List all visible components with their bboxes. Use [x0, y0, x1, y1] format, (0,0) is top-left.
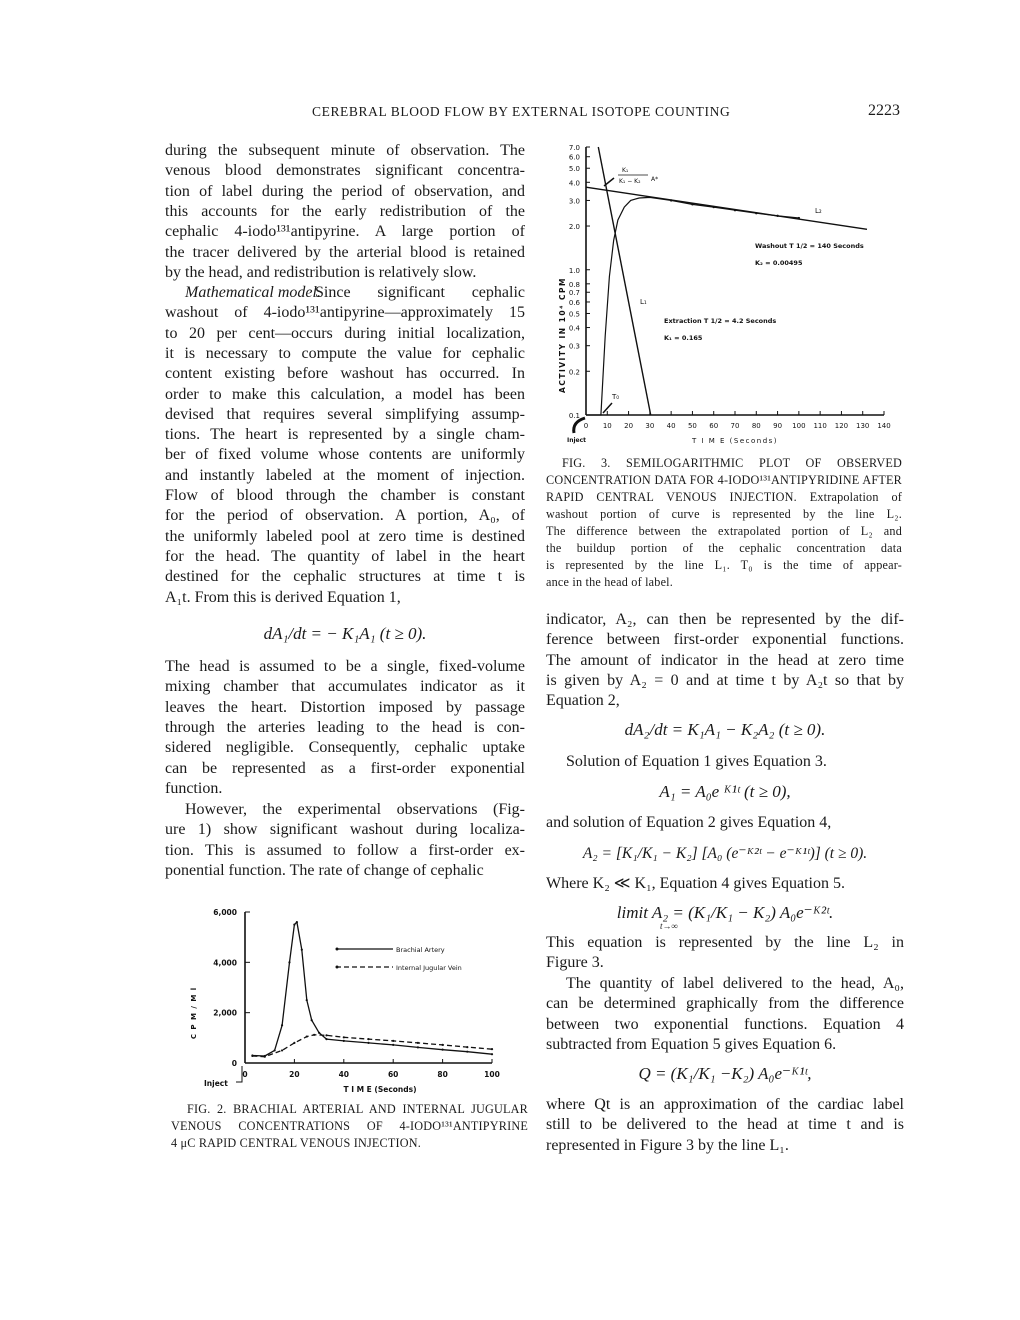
fig2-data-point	[293, 1042, 295, 1044]
y-tick-label: 1.0	[568, 266, 580, 275]
y-tick-label: 0.5	[568, 310, 580, 319]
paragraph-line: subtracted from Equation 5 gives Equation 6.	[546, 1035, 837, 1053]
fig2-data-point	[306, 999, 308, 1001]
paragraph-line: ber of fixed volume whose contents are uniformly	[165, 446, 525, 464]
equation-6: Q = (K₁/K₁ −K₂) A₀e⁻ᴷ¹ᵗ,	[638, 1064, 812, 1083]
fig2-x-axis-label: T I M E (Seconds)	[343, 1085, 417, 1094]
fig2-data-point	[392, 1044, 394, 1046]
data-point	[776, 215, 778, 217]
paragraph-line: cephalic 4-iodo¹³¹antipyrine. A large portion of	[165, 223, 525, 241]
paragraph-line: venous blood demonstrates significant concentra-	[165, 162, 525, 180]
fig2-x-tick-label: 40	[338, 1070, 350, 1079]
paragraph-line: mixing chamber that accumulates indicator as it	[165, 678, 525, 696]
fig2-legend-label: Internal Jugular Vein	[396, 964, 462, 972]
fig2-data-point	[325, 1038, 327, 1040]
x-tick-label: 30	[645, 422, 655, 430]
fig2-data-point	[367, 1038, 369, 1040]
series-line-l2	[586, 187, 867, 229]
fig2-data-point	[293, 923, 295, 925]
x-tick-label: 20	[624, 422, 634, 430]
paragraph-line: The head is assumed to be a single, fixed-volume	[165, 658, 525, 675]
figure-2-caption-line: VENOUS CONCENTRATIONS OF 4-IODO¹³¹ANTIPYRINE	[171, 1119, 528, 1133]
annotation-t0: T₀	[612, 393, 620, 401]
x-tick-label: 10	[602, 422, 612, 430]
fig2-data-point	[264, 1056, 266, 1058]
fig2-data-point	[325, 1034, 327, 1036]
fig2-x-tick-label: 80	[437, 1070, 448, 1079]
paragraph-line: it is necessary to compute the value for cephalic	[165, 344, 525, 362]
fig2-series-brachial-artery	[252, 922, 492, 1056]
fig2-data-point	[343, 1040, 345, 1042]
paragraph-line: The amount of indicator in the head at zero time	[546, 651, 904, 669]
fig2-inject-marker	[236, 1066, 242, 1082]
figure-3-caption-line: The difference between the extrapolated portion of L₂ and	[546, 524, 902, 538]
figure-3-caption-line: RAPID CENTRAL VENOUS INJECTION. Extrapolation of	[546, 490, 902, 504]
fig2-data-point	[466, 1051, 468, 1053]
fig2-data-point	[367, 1042, 369, 1044]
y-tick-label: 5.0	[568, 165, 580, 174]
label-l1: L₁	[640, 298, 647, 306]
annotation-k1-minus-k2: K₁ − K₂	[619, 178, 641, 185]
fig2-x-tick-label: 100	[484, 1070, 500, 1079]
data-point	[798, 217, 800, 219]
paragraph-line: Equation 2,	[546, 692, 620, 710]
paragraph-line: for the period of observation. A portion, A₀, of	[165, 507, 525, 525]
equation-4: A₂ = [K₁/K₁ − K₂] [A₀ (e⁻ᴷ²ᵗ − e⁻ᴷ¹ᵗ)] (t ≥ 0).	[582, 845, 868, 862]
paragraph-line: still to be delivered to the head at time t and is	[546, 1116, 904, 1134]
annotation-k2: K₂ = 0.00495	[755, 259, 803, 267]
figure-3-caption-line: FIG. 3. SEMILOGARITHMIC PLOT OF OBSERVED	[562, 456, 902, 470]
fig2-series-jugular-vein	[252, 1035, 492, 1057]
equation-3: A₁ = A₀e ᴷ¹ᵗ (t ≥ 0),	[659, 782, 791, 801]
fig2-data-point	[491, 1053, 493, 1055]
fig2-x-tick-label: 20	[289, 1070, 300, 1079]
paragraph-line: ure 1) show significant washout during localiza-	[165, 821, 525, 839]
y-tick-label: 0.2	[568, 368, 580, 377]
figure-2-caption-line: 4 μC RAPID CENTRAL VENOUS INJECTION.	[171, 1136, 422, 1150]
paragraph-line: for the head. The quantity of label in the heart	[165, 547, 525, 565]
page-number: 2223	[868, 102, 900, 119]
figure-3-caption-line: the buildup portion of the cephalic concentration data	[546, 541, 902, 555]
fig2-data-point	[251, 1055, 253, 1057]
paragraph-line: can be represented as a first-order exponential	[165, 759, 525, 777]
x-tick-label: 110	[813, 422, 827, 430]
y-tick-label: 0.3	[568, 342, 580, 351]
y-tick-label: 6.0	[568, 153, 580, 162]
y-tick-label: 0.6	[568, 298, 580, 307]
data-point	[670, 199, 672, 201]
paragraph-line: This equation is represented by the line L₂ in	[546, 934, 904, 951]
paragraph-line: tion of label during the period of observation, and	[165, 182, 525, 200]
series-line-l1	[598, 147, 650, 415]
x-tick-label: 100	[792, 422, 806, 430]
paragraph-line: to 20 per cent—occurs during initial localization,	[165, 324, 525, 342]
x-tick-label: 80	[751, 422, 761, 430]
paragraph-line: destined for the cephalic structures at time t is	[165, 568, 525, 586]
fig2-x-tick-label: 60	[387, 1070, 399, 1079]
paragraph-line: the tracer delivered by the arterial blood is retained	[165, 243, 525, 261]
fig2-data-point	[343, 1036, 345, 1038]
paragraph-line: Since significant cephalic	[315, 284, 525, 301]
x-tick-label: 90	[773, 422, 783, 430]
fig2-data-point	[281, 1024, 283, 1026]
paragraph-line: sidered negligible. Consequently, cephalic uptake	[165, 739, 525, 757]
paragraph-line: Solution of Equation 1 gives Equation 3.	[566, 753, 827, 770]
paragraph-line: tions. The heart is represented by a single cham-	[165, 426, 525, 444]
y-tick-label: 0.4	[568, 324, 580, 333]
paragraph-line: The quantity of label delivered to the head, A₀,	[566, 975, 904, 992]
paragraph-line: Figure 3.	[546, 954, 604, 972]
fig2-data-point	[318, 1032, 320, 1034]
equation-2: dA₂/dt = K₁A₁ − K₂A₂ (t ≥ 0).	[624, 720, 826, 739]
y-axis-label: ACTIVITY IN 10⁴ CPM	[558, 277, 567, 393]
equation-5-limit-subscript: t→∞	[660, 921, 678, 931]
paragraph-line: represented in Figure 3 by the line L₁.	[546, 1136, 789, 1154]
fig2-data-point	[417, 1042, 419, 1044]
paragraph-line: can be determined graphically from the difference	[546, 995, 904, 1013]
data-point	[755, 212, 757, 214]
paragraph-line: where Qt is an approximation of the cardiac label	[546, 1096, 904, 1113]
annotation-k1: K₁	[622, 167, 629, 174]
paragraph-line: A₁t. From this is derived Equation 1,	[165, 588, 401, 606]
paragraph-line: and solution of Equation 2 gives Equation 4,	[546, 814, 832, 831]
fig2-legend-marker	[336, 948, 339, 951]
paragraph-line: through the arteries leading to the head is con-	[165, 718, 525, 736]
fig2-y-axis-label: C P M / M l	[190, 986, 198, 1040]
annotation-k1-value: K₁ = 0.165	[664, 334, 703, 342]
paragraph-line: this accounts for the early redistribution of the	[165, 202, 525, 220]
paragraph-line: washout of 4-iodo¹³¹antipyrine—approximately 15	[165, 304, 525, 322]
equation-5: limit A₂ = (K₁/K₁ − K₂) A₀e⁻ᴷ²ᵗ.	[616, 903, 834, 922]
fig2-data-point	[442, 1049, 444, 1051]
y-tick-label: 0.1	[568, 412, 580, 420]
fig2-data-point	[281, 1049, 283, 1051]
equation-1: dA₁/dt = − K₁A₁ (t ≥ 0).	[263, 624, 427, 643]
fig2-data-point	[491, 1048, 493, 1050]
fig2-y-tick-label: 4,000	[213, 958, 237, 968]
fig2-data-point	[296, 921, 298, 923]
paragraph-line: tion. This is assumed to follow a first-order ex-	[165, 841, 525, 859]
fig2-inject-label: Inject	[204, 1079, 228, 1088]
y-tick-label: 3.0	[568, 197, 580, 206]
paragraph-line: leaves the heart. Distortion imposed by passage	[165, 698, 525, 716]
paragraph-line: order to make this calculation, a model has been	[165, 385, 525, 403]
y-tick-label: 0.8	[568, 280, 580, 289]
annotation-inject: Inject	[567, 437, 587, 444]
x-tick-label: 120	[834, 422, 849, 430]
x-tick-label: 60	[709, 422, 719, 430]
figure-3-caption-line: washout portion of curve is represented by the line L₂.	[546, 507, 902, 521]
fig2-data-point	[417, 1046, 419, 1048]
fig2-x-tick-label: 0	[242, 1070, 248, 1079]
series-line-cephalic-concentration	[586, 197, 799, 415]
fig2-y-tick-label: 0	[231, 1059, 237, 1068]
figure-2-caption-line: FIG. 2. BRACHIAL ARTERIAL AND INTERNAL JUGULAR	[187, 1102, 528, 1116]
figure-3-caption-line: is represented by the line L₁. T₀ is the time of appear-	[546, 558, 902, 572]
paragraph-line: ference between first-order exponential functions.	[546, 631, 904, 649]
y-tick-label: 2.0	[568, 223, 580, 232]
section-heading: Mathematical model.	[185, 284, 321, 301]
fig2-data-point	[392, 1040, 394, 1042]
annotation-a-star: A*	[651, 176, 659, 183]
x-tick-label: 70	[730, 422, 740, 430]
fig2-data-point	[466, 1046, 468, 1048]
fig2-legend-marker	[336, 966, 339, 969]
figure-3-caption-line: ance in the head of label.	[546, 575, 674, 589]
paragraph-line: indicator, A₂, can then be represented by the dif-	[546, 611, 904, 628]
paragraph-line: between two exponential functions. Equation 4	[546, 1015, 904, 1033]
label-l2: L₂	[815, 207, 822, 215]
paragraph-line: Flow of blood through the chamber is constant	[165, 487, 525, 504]
y-tick-label: 4.0	[568, 179, 580, 188]
fig2-y-tick-label: 2,000	[213, 1008, 237, 1018]
fig2-data-point	[274, 1049, 276, 1051]
annotation-washout: Washout T 1/2 = 140 Seconds	[755, 242, 864, 250]
fig2-legend-label: Brachial Artery	[396, 946, 445, 954]
figure-3-caption-line: CONCENTRATION DATA FOR 4-IODO¹³¹ANTIPYRIDINE AFTER	[546, 473, 902, 487]
y-tick-label: 7.0	[568, 144, 580, 152]
x-tick-label: 0	[583, 422, 589, 430]
running-title: CEREBRAL BLOOD FLOW BY EXTERNAL ISOTOPE COUNTING	[312, 104, 731, 119]
paragraph-line: content existing before washout has occurred. In	[165, 365, 525, 383]
fig2-data-point	[442, 1044, 444, 1046]
paragraph-line: the uniformly labeled pool at zero time is destined	[165, 527, 525, 545]
paragraph-line: However, the experimental observations (Fig-	[185, 801, 525, 818]
fig2-data-point	[288, 961, 290, 963]
x-tick-label: 140	[877, 422, 891, 430]
fig2-data-point	[313, 1034, 315, 1036]
data-point	[734, 209, 736, 211]
x-tick-label: 40	[666, 422, 676, 430]
paragraph-line: ponential function. The rate of change of cephalic	[165, 861, 484, 879]
x-axis-label: T I M E (Seconds)	[691, 437, 779, 445]
annotation-extraction: Extraction T 1/2 = 4.2 Seconds	[664, 317, 777, 325]
paragraph-line: devised that requires several simplifying assump-	[165, 405, 525, 423]
data-point	[713, 206, 715, 208]
paragraph-line: by the head, and redistribution is relatively slow.	[165, 263, 477, 281]
y-tick-label: 0.7	[568, 289, 580, 298]
paragraph-line: is given by A₂ = 0 and at time t by A₂t so that by	[546, 671, 904, 689]
x-tick-label: 50	[687, 422, 697, 430]
fig2-data-point	[301, 949, 303, 951]
paragraph-line: function.	[165, 779, 223, 797]
fig2-y-tick-label: 6,000	[213, 908, 237, 917]
paragraph-line: and instantly labeled at the moment of injection.	[165, 466, 525, 484]
paragraph-line: during the subsequent minute of observation. The	[165, 142, 525, 159]
data-point	[691, 203, 693, 205]
fig2-data-point	[306, 1035, 308, 1037]
paragraph-line: Where K₂ ≪ K₁, Equation 4 gives Equation 5.	[546, 875, 845, 892]
fig2-data-point	[311, 1019, 313, 1021]
x-tick-label: 130	[856, 422, 870, 430]
